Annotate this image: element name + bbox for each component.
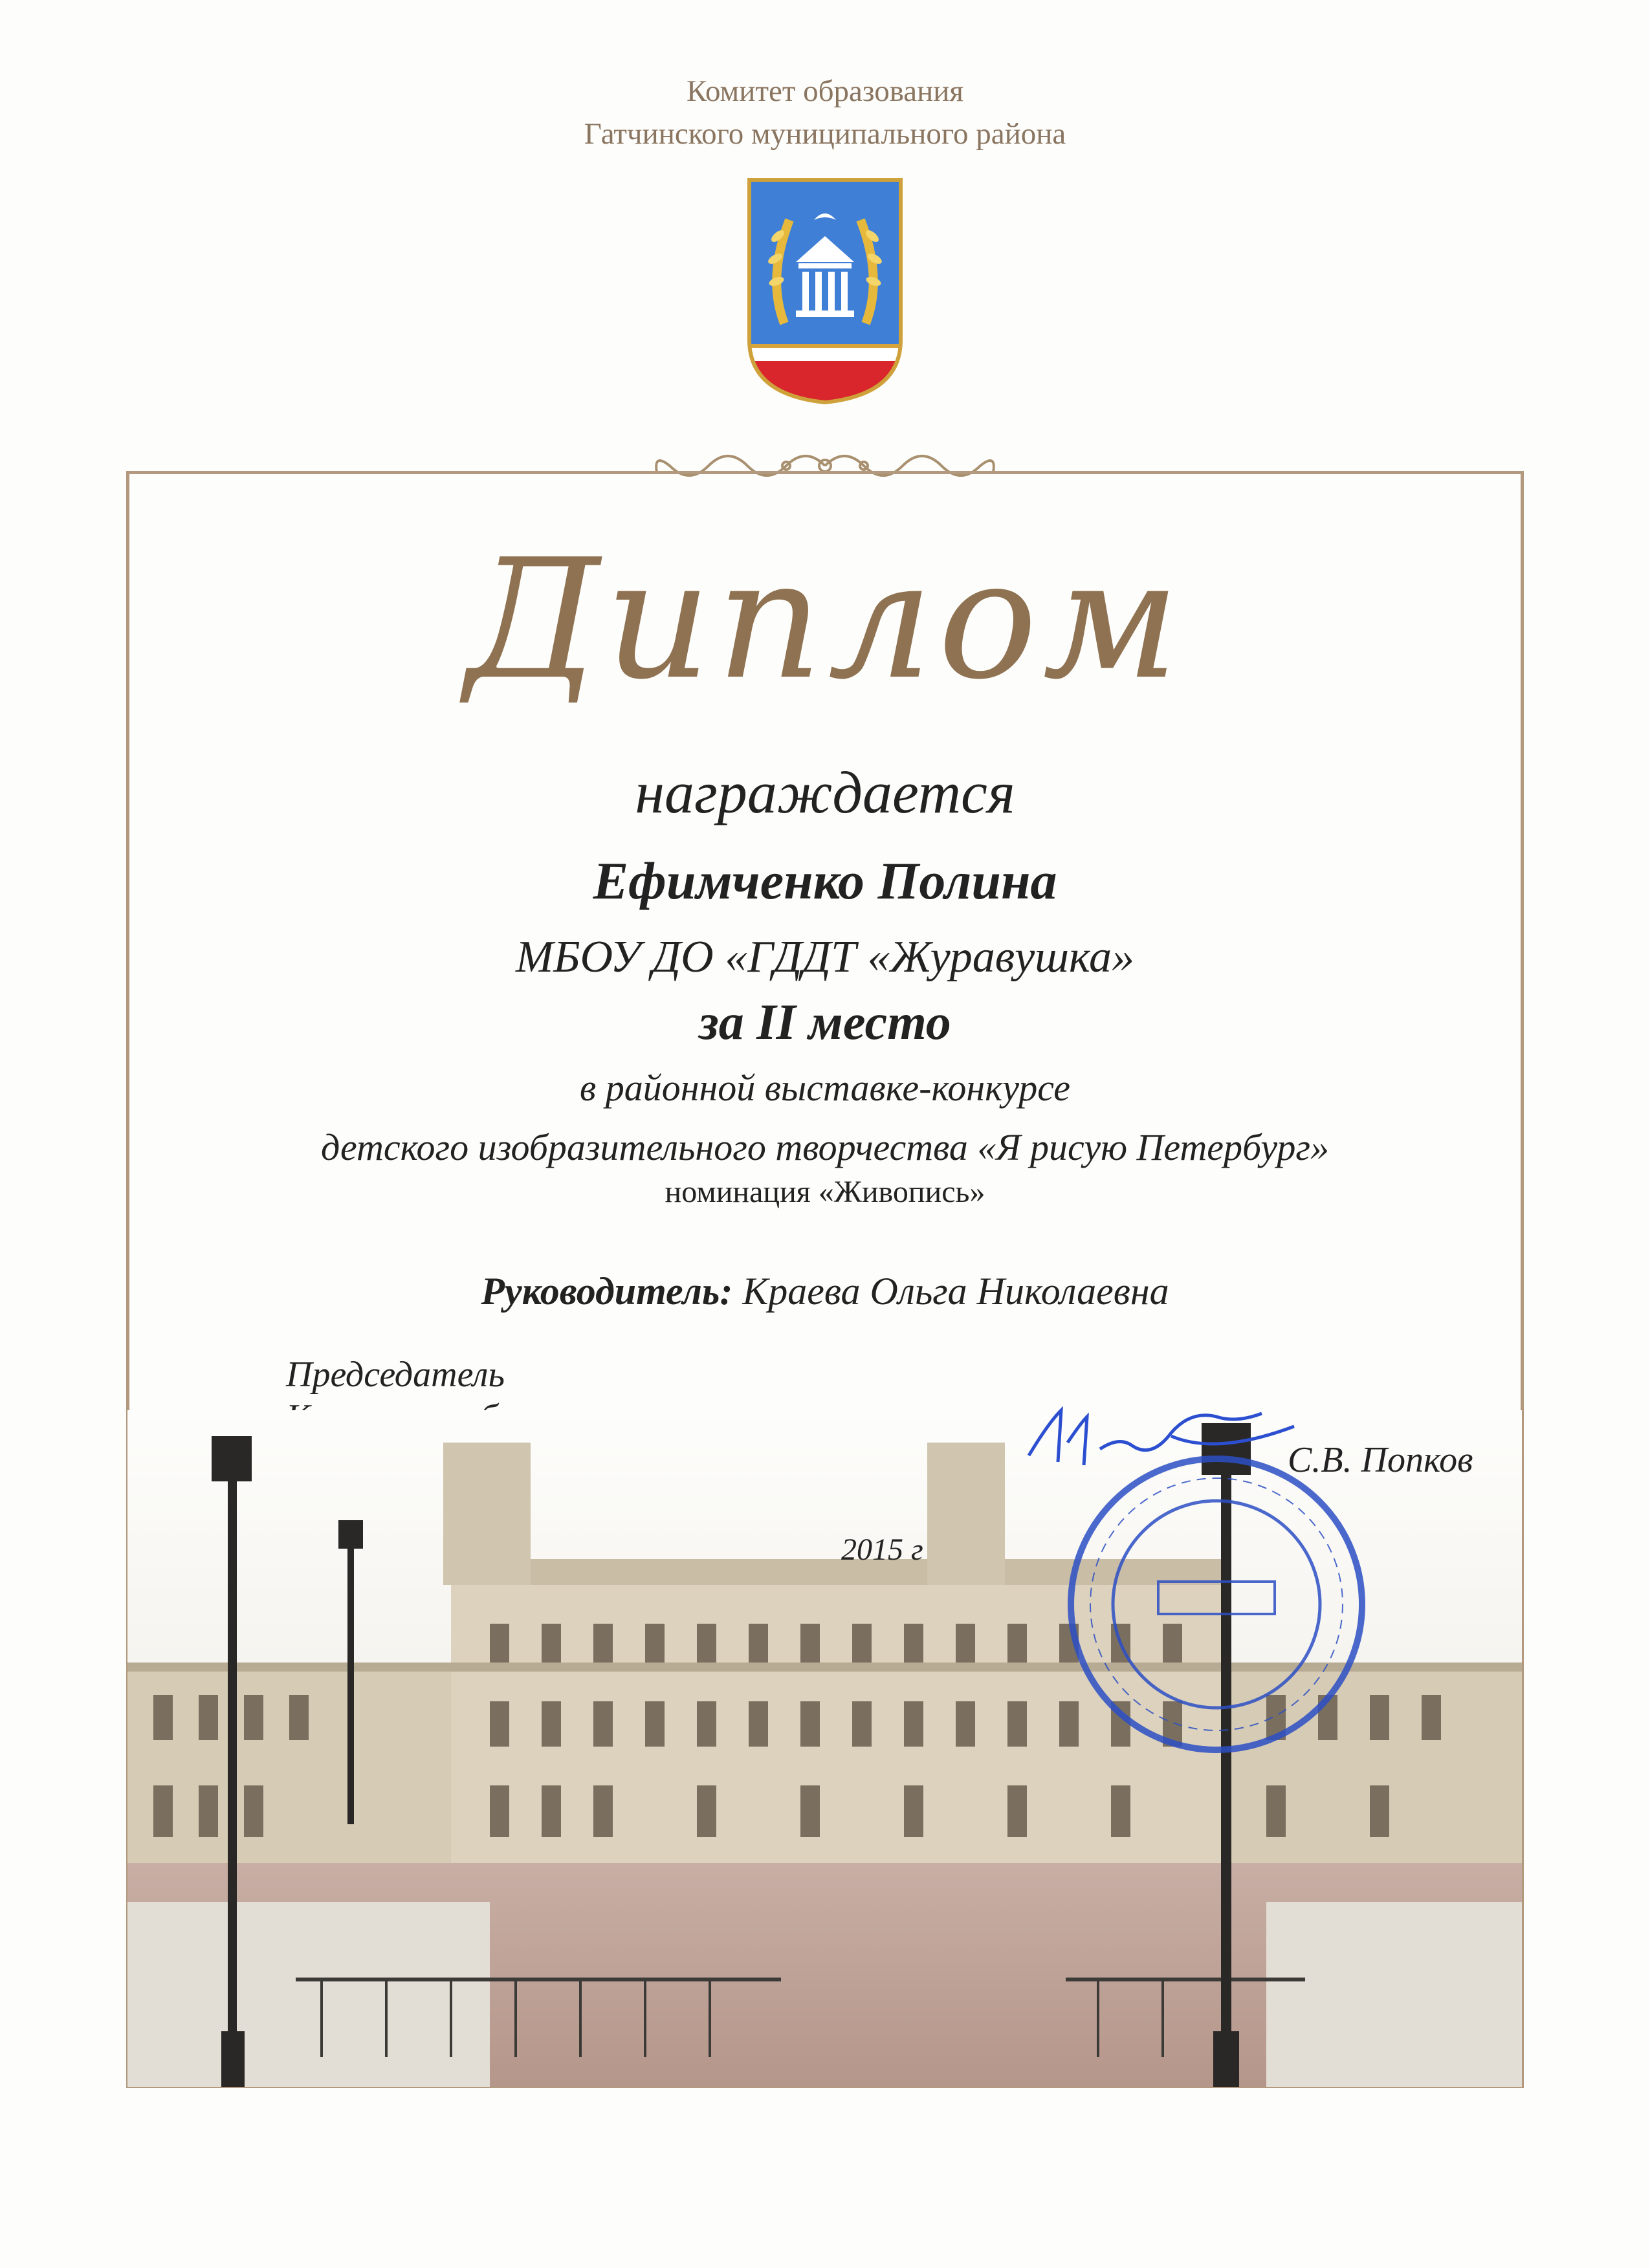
recipient-name: Ефимченко Полина — [593, 851, 1057, 910]
place-text: за II место — [699, 994, 951, 1050]
institution-name: МБОУ ДО «ГДДТ «Журавушка» — [515, 932, 1135, 982]
diploma-title: Диплом — [465, 524, 1185, 716]
leader-line — [0, 1269, 1650, 1314]
coat-of-arms-icon — [744, 175, 906, 404]
signatory-line-1: Председатель — [286, 1355, 505, 1395]
contest-line-2: детского изобразительного творчества «Я рисую Петербург» — [320, 1126, 1330, 1168]
signatory-name: С.В. Попков — [1288, 1440, 1473, 1480]
official-stamp — [1061, 1449, 1372, 1760]
issuer-line-1: Комитет образования — [686, 74, 964, 108]
contest-line-1: в районной выставке-конкурсе — [580, 1067, 1070, 1109]
awarded-text: награждается — [635, 759, 1015, 825]
year-text: 2015 г — [841, 1532, 923, 1567]
issuer-line-2: Гатчинского муниципального района — [584, 117, 1066, 151]
leader-name: Краева Ольга Николаевна — [732, 1270, 1169, 1313]
leader-label: Руководитель: — [481, 1270, 733, 1313]
nomination-text: номинация «Живопись» — [665, 1175, 985, 1209]
